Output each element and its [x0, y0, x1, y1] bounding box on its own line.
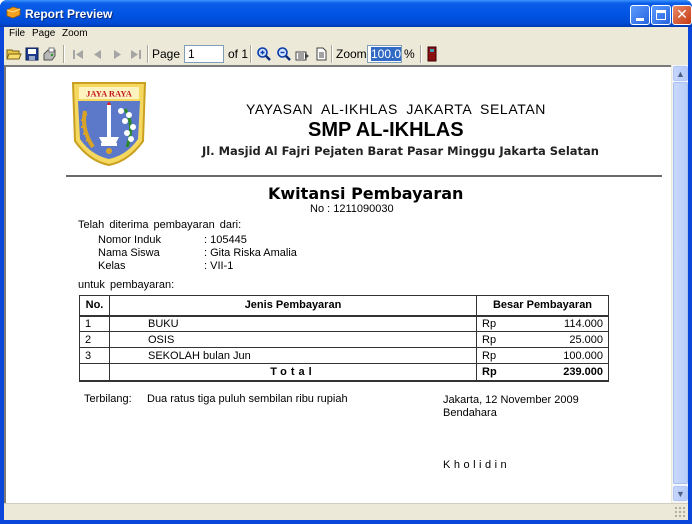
received-from-label: Telah diterima pembayaran dari: [78, 219, 242, 231]
row-amount-cell [477, 316, 609, 332]
report-app-icon [6, 6, 21, 19]
window-client [4, 27, 688, 520]
jakarta-crest-logo [69, 81, 149, 167]
student-name-label: Nama Siswa [98, 247, 160, 259]
save-icon[interactable] [24, 46, 40, 62]
header-no: No. [80, 296, 110, 316]
menu-file[interactable]: File [9, 28, 26, 39]
row-no: 1 [80, 316, 110, 332]
zoom-in-icon[interactable] [256, 46, 272, 62]
receipt-number: No : 1211090030 [310, 203, 394, 215]
scroll-thumb[interactable] [673, 82, 688, 484]
class-label: Kelas [98, 260, 126, 272]
row-amount: 25.000 [569, 333, 603, 346]
print-icon[interactable] [42, 46, 58, 62]
foundation-name: YAYASAN AL-IKHLAS JAKARTA SELATAN [246, 101, 546, 117]
row-payment-type: BUKU [110, 316, 477, 332]
row-amount: 100.000 [563, 349, 603, 362]
toolbar-separator [147, 45, 149, 63]
page-count-label: of 1 [228, 47, 249, 61]
menu-zoom[interactable]: Zoom [62, 28, 88, 39]
table-total-row [80, 364, 609, 381]
menu-bar [4, 27, 688, 43]
total-label: Total [110, 364, 477, 381]
zoom-out-icon[interactable] [276, 46, 292, 62]
prev-page-icon[interactable] [89, 46, 105, 62]
header-divider [66, 175, 662, 177]
title-bar[interactable] [0, 0, 692, 27]
table-row [80, 332, 609, 348]
row-payment-type: OSIS [110, 332, 477, 348]
zoom-percent-input[interactable]: 100.0 [367, 45, 402, 63]
zoom-label: Zoom [336, 47, 367, 61]
zoom-unit-label: % [404, 47, 415, 61]
row-no: 3 [80, 348, 110, 364]
student-name-value: : Gita Riska Amalia [204, 247, 297, 259]
window-title: Report Preview [25, 7, 113, 21]
minimize-icon [636, 18, 644, 21]
menu-page[interactable]: Page [32, 28, 56, 39]
first-page-icon[interactable] [70, 46, 86, 62]
signer-role: Bendahara [443, 407, 497, 419]
spelled-amount-label: Terbilang: [84, 393, 132, 405]
school-address: Jl. Masjid Al Fajri Pejaten Barat Pasar Minggu Jakarta Selatan [202, 144, 599, 158]
receipt-title: Kwitansi Pembayaran [268, 184, 464, 203]
row-no: 2 [80, 332, 110, 348]
next-page-icon[interactable] [110, 46, 126, 62]
signer-name: Kholidin [443, 459, 511, 471]
scroll-up-button[interactable] [673, 66, 688, 81]
report-page [6, 67, 670, 503]
toolbar [4, 43, 688, 65]
maximize-button[interactable] [651, 5, 671, 25]
toolbar-separator [63, 45, 65, 63]
whole-page-icon[interactable] [313, 46, 329, 62]
row-currency: Rp [482, 349, 497, 362]
close-button[interactable] [672, 5, 692, 25]
header-amount: Besar Pembayaran [477, 296, 609, 316]
chevron-up-icon: ▲ [676, 68, 685, 79]
spelled-amount-value: Dua ratus tiga puluh sembilan ribu rupiah [147, 393, 348, 405]
row-amount-cell [477, 348, 609, 364]
for-payment-label: untuk pembayaran: [78, 279, 175, 291]
place-date: Jakarta, 12 November 2009 [443, 394, 579, 406]
last-page-icon[interactable] [128, 46, 144, 62]
row-amount: 114.000 [564, 317, 603, 330]
row-amount-cell [477, 332, 609, 348]
total-currency: Rp [482, 365, 497, 378]
svg-text:JAYA RAYA: JAYA RAYA [86, 88, 132, 99]
page-number-input[interactable]: 1 [184, 45, 224, 63]
header-payment-type: Jenis Pembayaran [110, 296, 477, 316]
maximize-icon [656, 10, 666, 20]
table-row [80, 348, 609, 364]
vertical-scrollbar[interactable] [671, 65, 688, 503]
student-id-value: : 105445 [204, 234, 247, 246]
status-bar [4, 503, 688, 520]
scroll-down-button[interactable] [673, 486, 688, 501]
row-currency: Rp [482, 333, 497, 346]
close-icon: ✕ [676, 7, 688, 23]
payment-table [79, 295, 609, 382]
toolbar-separator [250, 45, 252, 63]
page-label: Page [152, 47, 181, 61]
report-viewport [4, 65, 688, 503]
toolbar-separator [420, 45, 422, 63]
total-amount: 239.000 [563, 365, 603, 378]
student-id-label: Nomor Induk [98, 234, 161, 246]
table-row [80, 316, 609, 332]
class-value: : VII-1 [204, 260, 234, 272]
exit-icon[interactable] [424, 46, 440, 62]
total-amount-cell [477, 364, 609, 381]
school-name: SMP AL-IKHLAS [308, 119, 464, 141]
row-payment-type: SEKOLAH bulan Jun [110, 348, 477, 364]
total-no-cell [80, 364, 110, 381]
page-width-icon[interactable] [294, 46, 310, 62]
minimize-button[interactable] [630, 5, 650, 25]
open-icon[interactable] [6, 46, 22, 62]
resize-grip-icon[interactable] [674, 506, 686, 518]
table-header-row [80, 296, 609, 316]
toolbar-separator [331, 45, 333, 63]
chevron-down-icon: ▼ [676, 488, 685, 499]
row-currency: Rp [482, 317, 497, 330]
